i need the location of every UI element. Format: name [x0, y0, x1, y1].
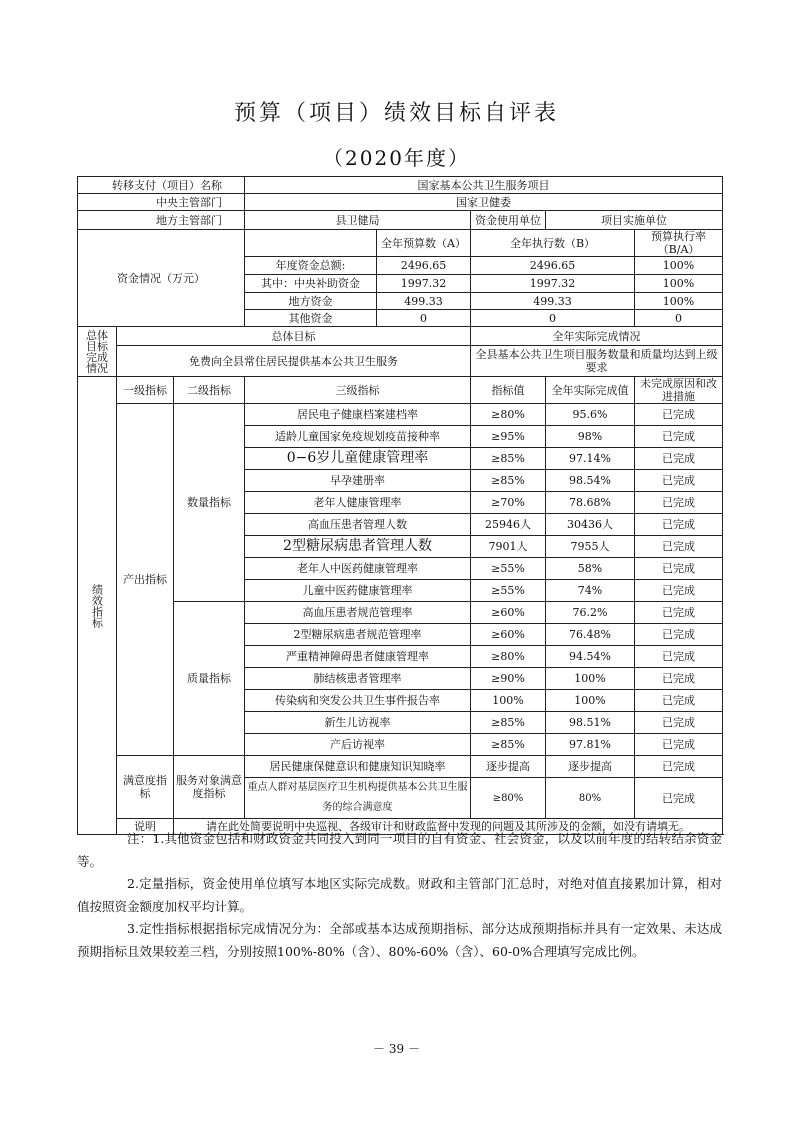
- indicator-actual: 95.6%: [546, 404, 635, 426]
- overall-actual-value: 全县基本公共卫生项目服务数量和质量均达到上级要求: [471, 346, 723, 377]
- indicator-status: 已完成: [635, 536, 723, 558]
- central-dept-row: [78, 194, 723, 211]
- indicator-actual: 76.2%: [546, 602, 635, 624]
- indicator-target: ≥80%: [471, 404, 546, 426]
- reason-header: 未完成原因和改进措施: [635, 377, 723, 404]
- level2-header: 二级指标: [174, 377, 245, 404]
- indicator-target: ≥85%: [471, 734, 546, 756]
- indicator-section-label: [78, 377, 117, 835]
- indicator-section-label-text: 绩效指标: [90, 583, 104, 628]
- indicator-status: 已完成: [635, 580, 723, 602]
- indicator-name: 肺结核患者管理率: [245, 668, 471, 690]
- indicator-actual: 58%: [546, 558, 635, 580]
- fund-name: 其中：中央补助资金: [245, 275, 377, 293]
- document-subtitle: （2020年度）: [323, 146, 470, 170]
- remarks-label: 说明: [117, 819, 174, 835]
- satisfaction-label: 满意度指标: [117, 756, 174, 819]
- overall-value-row: [78, 346, 723, 377]
- document-title: 预算（项目）绩效目标自评表: [233, 101, 559, 126]
- fund-executed: 1997.32: [471, 275, 635, 293]
- fund-executed: 2496.65: [471, 257, 635, 275]
- indicator-name: 高血压患者管理人数: [245, 514, 471, 536]
- indicator-status: 已完成: [635, 558, 723, 580]
- indicator-status: 已完成: [635, 624, 723, 646]
- fund-name: 年度资金总额:: [245, 257, 377, 275]
- local-dept-value: 县卫健局: [245, 211, 471, 230]
- indicator-target: 逐步提高: [471, 756, 546, 778]
- fund-rate: 100%: [635, 293, 723, 310]
- indicator-name: 居民电子健康档案建档率: [245, 404, 471, 426]
- indicator-header-row: [78, 377, 723, 404]
- indicator-status: 已完成: [635, 404, 723, 426]
- funds-blank-cell: [245, 230, 377, 257]
- output-label: 产出指标: [117, 404, 174, 756]
- indicator-name: 新生儿访视率: [245, 712, 471, 734]
- indicator-target: ≥85%: [471, 712, 546, 734]
- fund-rate: 100%: [635, 275, 723, 293]
- indicator-status: 已完成: [635, 668, 723, 690]
- indicator-actual: 76.48%: [546, 624, 635, 646]
- central-dept-value: 国家卫健委: [245, 194, 723, 211]
- indicator-name: 儿童中医药健康管理率: [245, 580, 471, 602]
- indicator-name: 产后访视率: [245, 734, 471, 756]
- fund-budget: 2496.65: [377, 257, 471, 275]
- indicator-target: ≥80%: [471, 778, 546, 819]
- overall-section-label-text: 总体目标完成情况: [86, 328, 108, 375]
- indicator-status: 已完成: [635, 756, 723, 778]
- remarks-text: 请在此处简要说明中央巡视、各级审计和财政监督中发现的问题及其所涉及的金额，如没有请填无。: [174, 819, 723, 835]
- overall-header-row: [78, 327, 723, 346]
- indicator-status: 已完成: [635, 690, 723, 712]
- fund-executed: 0: [471, 310, 635, 327]
- indicator-row: [78, 602, 723, 624]
- indicator-actual: 98.54%: [546, 470, 635, 492]
- fund-rate: 100%: [635, 257, 723, 275]
- indicator-actual: 97.14%: [546, 448, 635, 470]
- indicator-name: 0−6岁儿童健康管理率: [245, 448, 471, 470]
- indicator-target: ≥85%: [471, 470, 546, 492]
- notes-section: [77, 828, 722, 963]
- indicator-target: ≥55%: [471, 558, 546, 580]
- indicator-name: 高血压患者规范管理率: [245, 602, 471, 624]
- indicator-target: 100%: [471, 690, 546, 712]
- fund-name: 地方资金: [245, 293, 377, 310]
- project-name-value: 国家基本公共卫生服务项目: [245, 177, 723, 194]
- indicator-name: 重点人群对基层医疗卫生机构提供基本公共卫生服务的综合满意度: [245, 778, 471, 819]
- evaluation-table: [77, 176, 723, 835]
- indicator-target: 7901人: [471, 536, 546, 558]
- funds-header-row: [78, 230, 723, 257]
- indicator-status: 已完成: [635, 492, 723, 514]
- overall-actual-header: 全年实际完成情况: [471, 327, 723, 346]
- page-number: － 39 －: [373, 1042, 420, 1056]
- indicator-actual: 97.81%: [546, 734, 635, 756]
- indicator-target: 25946人: [471, 514, 546, 536]
- local-dept-label: 地方主管部门: [78, 211, 245, 230]
- fund-budget: 0: [377, 310, 471, 327]
- indicator-name: 早孕建册率: [245, 470, 471, 492]
- indicator-target: ≥70%: [471, 492, 546, 514]
- indicator-target: ≥60%: [471, 602, 546, 624]
- indicator-target: ≥95%: [471, 426, 546, 448]
- indicator-actual: 98.51%: [546, 712, 635, 734]
- indicator-row: [78, 404, 723, 426]
- indicator-target: ≥80%: [471, 646, 546, 668]
- overall-goal-value: 免费向全县常住居民提供基本公共卫生服务: [117, 346, 471, 377]
- indicator-target: ≥90%: [471, 668, 546, 690]
- indicator-name: 2型糖尿病患者管理人数: [245, 536, 471, 558]
- overall-section-label: [78, 327, 117, 377]
- project-name-label: 转移支付（项目）名称: [78, 177, 245, 194]
- indicator-name: 传染病和突发公共卫生事件报告率: [245, 690, 471, 712]
- indicator-name: 2型糖尿病患者规范管理率: [245, 624, 471, 646]
- indicator-target: ≥85%: [471, 448, 546, 470]
- indicator-status: 已完成: [635, 734, 723, 756]
- fund-executed: 499.33: [471, 293, 635, 310]
- indicator-status: 已完成: [635, 514, 723, 536]
- fund-budget: 1997.32: [377, 275, 471, 293]
- quality-label: 质量指标: [174, 602, 245, 756]
- project-name-row: [78, 177, 723, 194]
- indicator-actual: 94.54%: [546, 646, 635, 668]
- indicator-actual: 80%: [546, 778, 635, 819]
- indicator-actual: 逐步提高: [546, 756, 635, 778]
- indicator-status: 已完成: [635, 426, 723, 448]
- indicator-actual: 100%: [546, 690, 635, 712]
- indicator-status: 已完成: [635, 712, 723, 734]
- fund-rate: 0: [635, 310, 723, 327]
- indicator-row: [78, 756, 723, 778]
- col-budget-header: 全年预算数（A）: [377, 230, 471, 257]
- indicator-actual: 100%: [546, 668, 635, 690]
- indicator-status: 已完成: [635, 646, 723, 668]
- target-header: 指标值: [471, 377, 546, 404]
- overall-goal-header: 总体目标: [117, 327, 471, 346]
- local-dept-row: [78, 211, 723, 230]
- indicator-name: 严重精神障碍患者健康管理率: [245, 646, 471, 668]
- indicator-name: 老年人中医药健康管理率: [245, 558, 471, 580]
- indicator-target: ≥55%: [471, 580, 546, 602]
- indicator-status: 已完成: [635, 778, 723, 819]
- level1-header: 一级指标: [117, 377, 174, 404]
- indicator-actual: 7955人: [546, 536, 635, 558]
- indicator-actual: 78.68%: [546, 492, 635, 514]
- funds-label: 资金情况（万元）: [78, 230, 245, 327]
- central-dept-label: 中央主管部门: [78, 194, 245, 211]
- fund-user-value: 项目实施单位: [546, 211, 723, 230]
- service-satisfaction-label: 服务对象满意度指标: [174, 756, 245, 819]
- indicator-name: 老年人健康管理率: [245, 492, 471, 514]
- indicator-status: 已完成: [635, 448, 723, 470]
- indicator-actual: 30436人: [546, 514, 635, 536]
- note-1: 注：1.其他资金包括和财政资金共同投入到同一项目的自有资金、社会资金，以及以前年度的结转结余资金等。: [77, 831, 722, 869]
- note-3: 3.定性指标根据指标完成情况分为：全部或基本达成预期指标、部分达成预期指标并具有一定效果、未达成预期指标且效果较差三档，分别按照100%-80%（含）、80%-60%（含）、60-0%合理填写完成比例。: [77, 921, 722, 959]
- col-rate-header: 预算执行率（B/A）: [635, 230, 723, 257]
- fund-user-label: 资金使用单位: [471, 211, 546, 230]
- fund-budget: 499.33: [377, 293, 471, 310]
- indicator-status: 已完成: [635, 470, 723, 492]
- indicator-actual: 74%: [546, 580, 635, 602]
- col-executed-header: 全年执行数（B）: [471, 230, 635, 257]
- actual-header: 全年实际完成值: [546, 377, 635, 404]
- fund-name: 其他资金: [245, 310, 377, 327]
- indicator-status: 已完成: [635, 602, 723, 624]
- level3-header: 三级指标: [245, 377, 471, 404]
- indicator-name: 居民健康保健意识和健康知识知晓率: [245, 756, 471, 778]
- indicator-name: 适龄儿童国家免疫规划疫苗接种率: [245, 426, 471, 448]
- quantity-label: 数量指标: [174, 404, 245, 602]
- note-2: 2.定量指标，资金使用单位填写本地区实际完成数。财政和主管部门汇总时，对绝对值直接累加计算，相对值按照资金额度加权平均计算。: [77, 876, 722, 914]
- indicator-actual: 98%: [546, 426, 635, 448]
- indicator-target: ≥60%: [471, 624, 546, 646]
